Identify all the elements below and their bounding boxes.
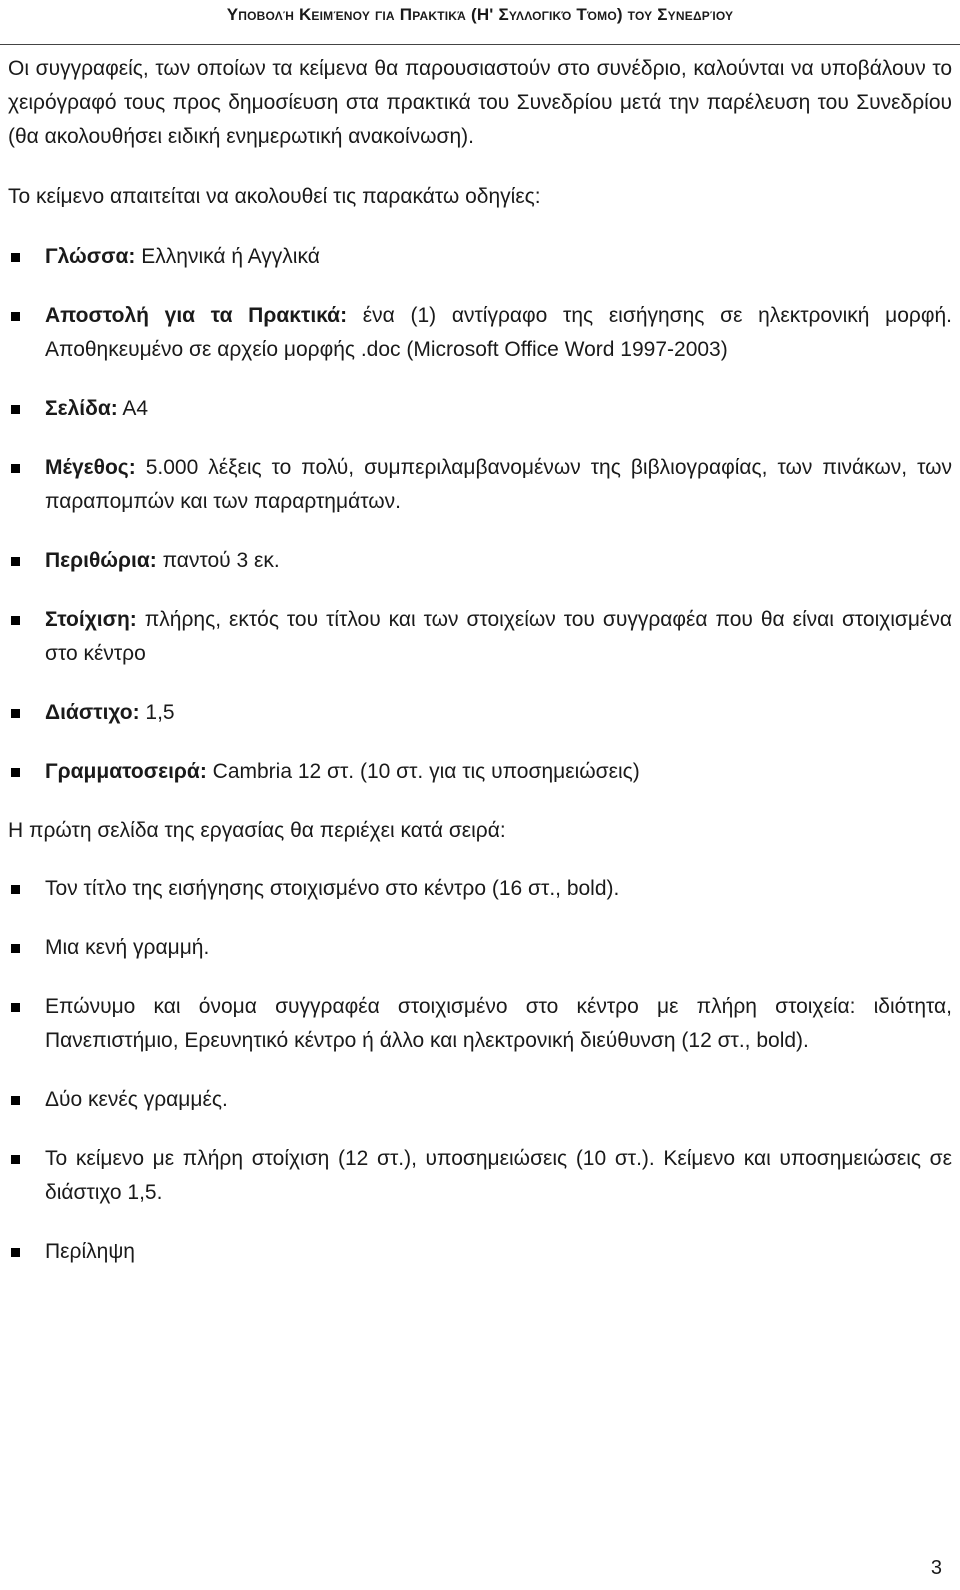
rule-label: Περιθώρια: — [45, 549, 157, 572]
first-page-item — [8, 1083, 952, 1117]
bullet-icon — [11, 557, 20, 566]
bullet-icon — [11, 253, 20, 262]
first-page-item — [8, 872, 952, 906]
bullet-icon — [11, 405, 20, 414]
rule-label: Αποστολή για τα Πρακτικά: — [45, 304, 348, 327]
rule-submission — [8, 299, 952, 367]
first-page-item-text: Μια κενή γραμμή. — [45, 936, 210, 959]
bullet-icon — [11, 885, 20, 894]
bullet-icon — [11, 616, 20, 625]
first-page-item — [8, 990, 952, 1058]
rule-label: Διάστιχο: — [45, 701, 140, 724]
bullet-icon — [11, 768, 20, 777]
first-page-item — [8, 1235, 952, 1269]
first-page-item-text: Επώνυμο και όνομα συγγραφέα στοιχισμένο στο κέντρο με πλήρη στοιχεία: ιδιότητα, Πανεπιστήμιο, Ερευνητικό κέντρο ή άλλο και ηλεκτρονική διεύθυνση (12 στ., bold). — [45, 995, 952, 1052]
instructions-line: Το κείμενο απαιτείται να ακολουθεί τις παρακάτω οδηγίες: — [8, 185, 541, 208]
rule-label: Στοίχιση: — [45, 608, 137, 631]
rule-label: Σελίδα: — [45, 397, 118, 420]
first-page-item-text: Περίληψη — [45, 1240, 135, 1263]
rule-margins — [8, 544, 952, 578]
rule-text: πλήρης, εκτός του τίτλου και των στοιχείων του συγγραφέα που θα είναι στοιχισμένα στο κέντρο — [45, 608, 952, 665]
first-page-intro: Η πρώτη σελίδα της εργασίας θα περιέχει κατά σειρά: — [8, 819, 506, 842]
rule-text: ένα (1) αντίγραφο της εισήγησης σε ηλεκτρονική μορφή. Αποθηκευμένο σε αρχείο μορφής .doc (Microsoft Office Word 1997-2003) — [45, 304, 953, 361]
rule-label: Γλώσσα: — [45, 245, 136, 268]
first-page-item — [8, 1142, 952, 1210]
first-page-item-text: Τον τίτλο της εισήγησης στοιχισμένο στο κέντρο (16 στ., bold). — [45, 877, 620, 900]
bullet-icon — [11, 312, 20, 321]
running-header — [0, 0, 960, 45]
header-title: Υποβολή Κειμένου για Πρακτικά (Η' Συλλογικό Τόμο) του Συνεδρίου — [226, 5, 734, 24]
first-page-item-text: Δύο κενές γραμμές. — [45, 1088, 228, 1111]
first-page-item — [8, 931, 952, 965]
rule-page — [8, 392, 952, 426]
bullet-icon — [11, 944, 20, 953]
rule-text: Α4 — [117, 397, 149, 420]
rule-alignment — [8, 603, 952, 671]
first-page-items-list — [8, 872, 952, 1269]
intro-paragraph: Οι συγγραφείς, των οποίων τα κείμενα θα παρουσιαστούν στο συνέδριο, καλούνται να υποβάλουν το χειρόγραφό τους προς δημοσίευση στα πρακτικά του Συνεδρίου μετά την παρέλευση του Συνεδρίου (θα ακολουθήσει ειδική ενημερωτική ανακοίνωση). — [8, 57, 952, 148]
rule-label: Γραμματοσειρά: — [45, 760, 207, 783]
rule-size — [8, 451, 952, 519]
rule-text: Cambria 12 στ. (10 στ. για τις υποσημειώσεις) — [206, 760, 640, 783]
rule-label: Μέγεθος: — [45, 456, 136, 479]
first-page-item-text: Το κείμενο με πλήρη στοίχιση (12 στ.), υποσημειώσεις (10 στ.). Κείμενο και υποσημειώσεις σε διάστιχο 1,5. — [45, 1147, 952, 1204]
bullet-icon — [11, 709, 20, 718]
rule-language — [8, 240, 952, 274]
rule-font — [8, 755, 952, 789]
formatting-rules-list — [8, 240, 952, 789]
rule-line-spacing — [8, 696, 952, 730]
document-body — [8, 52, 952, 1294]
bullet-icon — [11, 1155, 20, 1164]
rule-text: παντού 3 εκ. — [156, 549, 280, 572]
rule-text: Ελληνικά ή Αγγλικά — [135, 245, 320, 268]
page-number: 3 — [930, 1557, 942, 1579]
bullet-icon — [11, 1096, 20, 1105]
rule-text: 1,5 — [139, 701, 175, 724]
bullet-icon — [11, 1003, 20, 1012]
rule-text: 5.000 λέξεις το πολύ, συμπεριλαμβανομένων της βιβλιογραφίας, των πινάκων, των παραπομπών και των παραρτημάτων. — [45, 456, 952, 513]
bullet-icon — [11, 464, 20, 473]
bullet-icon — [11, 1248, 20, 1257]
